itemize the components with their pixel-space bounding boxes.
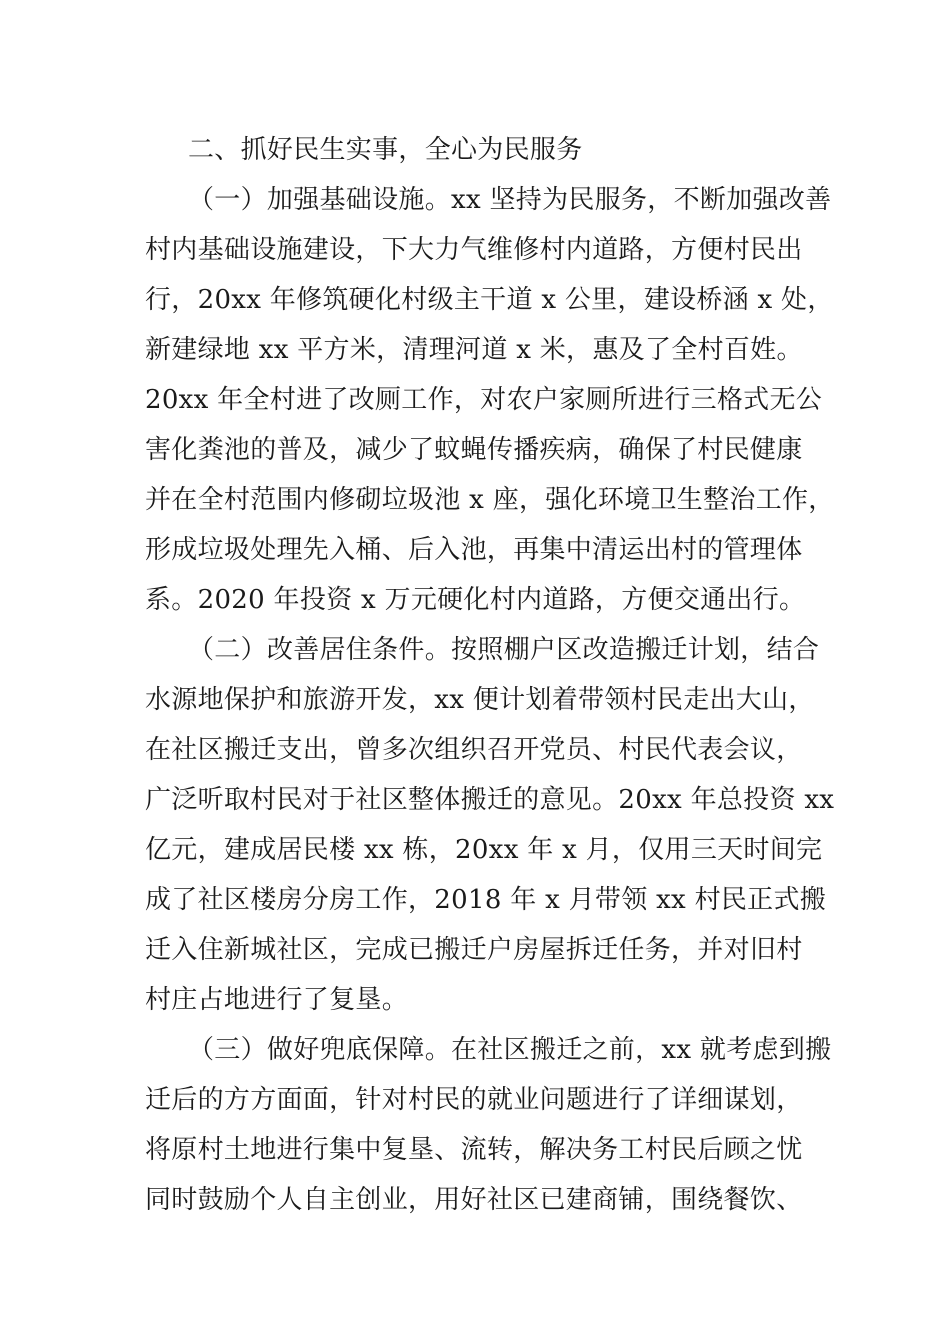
paragraph-3-line-1: （三）做好兜底保障。在社区搬迁之前，xx 就考虑到搬 [188, 1035, 832, 1065]
paragraph-1-line-1: （一）加强基础设施。xx 坚持为民服务，不断加强改善 [188, 185, 832, 215]
paragraph-2-line-5: 亿元，建成居民楼 xx 栋，20xx 年 x 月，仅用三天时间完 [145, 835, 823, 865]
paragraph-2-line-4: 广泛听取村民对于社区整体搬迁的意见。20xx 年总投资 xx [145, 785, 835, 815]
paragraph-1-line-7: 并在全村范围内修砌垃圾池 x 座，强化环境卫生整治工作， [145, 485, 835, 515]
paragraph-2-line-8: 村庄占地进行了复垦。 [145, 985, 409, 1015]
paragraph-2-line-3: 在社区搬迁支出，曾多次组织召开党员、村民代表会议， [145, 735, 803, 765]
paragraph-3-line-3: 将原村土地进行集中复垦、流转，解决务工村民后顾之忧 [145, 1135, 803, 1165]
paragraph-2-line-1: （二）改善居住条件。按照棚户区改造搬迁计划，结合 [188, 635, 820, 665]
paragraph-1-line-5: 20xx 年全村进了改厕工作，对农户家厕所进行三格式无公 [145, 385, 823, 415]
paragraph-1-line-9: 系。2020 年投资 x 万元硬化村内道路，方便交通出行。 [145, 585, 806, 615]
paragraph-1-line-3: 行，20xx 年修筑硬化村级主干道 x 公里，建设桥涵 x 处， [145, 285, 834, 315]
paragraph-1-line-6: 害化粪池的普及，减少了蚊蝇传播疾病，确保了村民健康 [145, 435, 803, 465]
paragraph-1-line-2: 村内基础设施建设，下大力气维修村内道路，方便村民出 [145, 235, 803, 265]
paragraph-2-line-2: 水源地保护和旅游开发，xx 便计划着带领村民走出大山， [145, 685, 815, 715]
paragraph-2-line-6: 成了社区楼房分房工作，2018 年 x 月带领 xx 村民正式搬 [145, 885, 827, 915]
paragraph-1-line-8: 形成垃圾处理先入桶、后入池，再集中清运出村的管理体 [145, 535, 803, 565]
paragraph-3-line-4: 同时鼓励个人自主创业，用好社区已建商铺，围绕餐饮、 [145, 1185, 803, 1215]
section-heading: 二、抓好民生实事，全心为民服务 [188, 135, 583, 165]
paragraph-1-line-4: 新建绿地 xx 平方米，清理河道 x 米，惠及了全村百姓。 [145, 335, 803, 365]
paragraph-2-line-7: 迁入住新城社区，完成已搬迁户房屋拆迁任务，并对旧村 [145, 935, 803, 965]
paragraph-3-line-2: 迁后的方方面面，针对村民的就业问题进行了详细谋划， [145, 1085, 803, 1115]
